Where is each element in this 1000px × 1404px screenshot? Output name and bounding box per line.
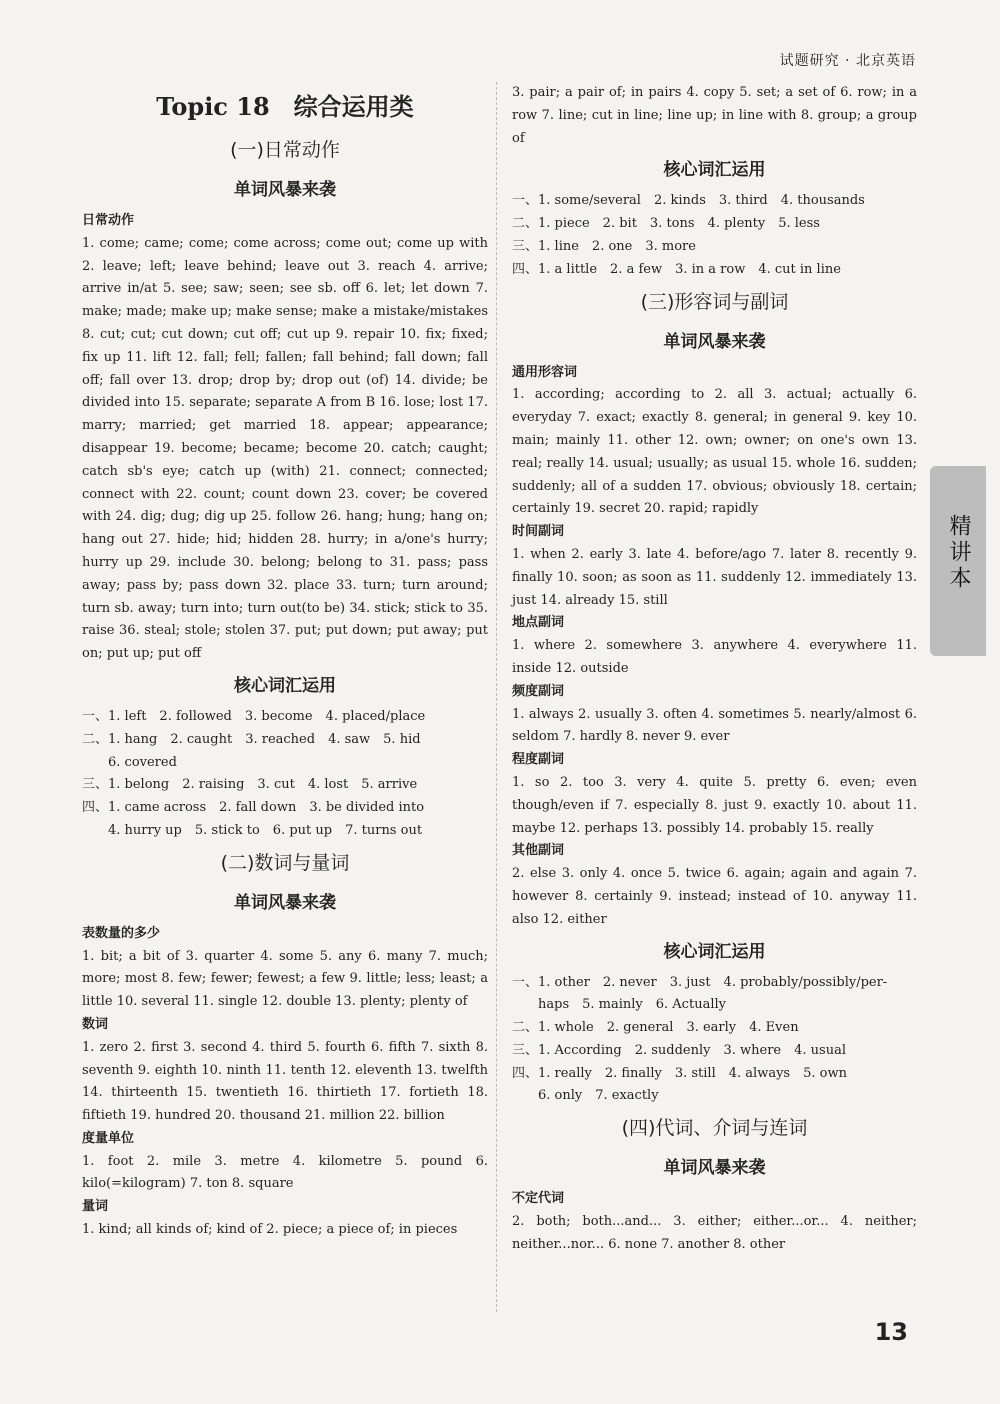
category-label: 度量单位 [82,1130,135,1146]
category-label: 通用形容词 [512,364,578,380]
answer-paragraph: 1. when 2. early 3. late 4. before/ago 7. later 8. recently 9. finally 10. soon; as soon as 11. suddenly 12. immediately 13. just 14. already 15. still [512,546,917,608]
right-column [512,82,917,1257]
answer-line: 一、1. some/several 2. kinds 3. third 4. thousands [512,193,865,209]
answer-paragraph: 1. come; came; come; come across; come out; come up with 2. leave; left; leave behind; leave out 3. reach 4. arrive; arrive in/at 5. see; saw; seen; see sb. off 6. let; let down 7. make; made; make up; make sense; make a mistake/mistakes 8. cut; cut; cut down; cut off; cut up 9. repair 10. fix; fixed; fix up 11. lift 12. fall; fell; fallen; fall behind; fall down; fall off; fall over 13. drop; drop by; drop out (of) 14. divide; be divided into 15. separate; separate A from B 16. lose; lost 17. marry; married; get married 18. appear; appearance; disappear 19. become; became; become 20. catch; caught; catch sb's eye; catch up (with) 21. connect; connected; connect with 22. count; count down 23. cover; be covered with 24. dig; dug; dig up 25. follow 26. hang; hung; hang on; hang out 27. hide; hid; hidden 28. hurry; in a/one's hurry; hurry up 29. include 30. belong; belong to 31. pass; pass away; pass by; pass down 32. place 33. turn; turn around; turn sb. away; turn into; turn out(to be) 34. stick; stick to 35. raise 36. steal; stole; stolen 37. put; put down; put away; put on; put up; put off [82,235,488,662]
category-label: 数词 [82,1016,109,1032]
core-answers [82,706,488,843]
subheading-word-storm: 单词风暴来袭 [234,892,336,913]
answer-line: 三、1. line 2. one 3. more [512,238,696,254]
subheading-core-vocab: 核心词汇运用 [234,675,336,696]
category-label: 地点副词 [512,615,565,631]
answer-paragraph: 1. zero 2. first 3. second 4. third 5. fourth 6. fifth 7. sixth 8. seventh 9. eighth 10. ninth 11. tenth 12. eleventh 13. twelfth 14. thirteenth 15. twentieth 16. thirtieth 17. fortieth 18. fiftieth 19. hundred 20. thousand 21. million 22. billion [82,1039,488,1124]
answer-line: 二、1. whole 2. general 3. early 4. Even [512,1020,799,1036]
answer-line: 二、1. hang 2. caught 3. reached 4. saw 5. hid [82,731,421,747]
answer-line: 4. hurry up 5. stick to 6. put up 7. turns out [82,822,423,838]
subheading-word-storm: 单词风暴来袭 [234,180,336,200]
answer-line: 三、1. According 2. suddenly 3. where 4. usual [512,1042,846,1058]
subheading-word-storm: 单词风暴来袭 [663,331,766,352]
category-label: 日常动作 [82,213,135,228]
side-tab-label: 精讲本 [946,514,971,592]
answer-paragraph: 3. pair; a pair of; in pairs 4. copy 5. set; a set of 6. row; in a row 7. line; cut in line; line up; in line with 8. group; a group of [512,85,917,146]
answer-line: 四、1. a little 2. a few 3. in a row 4. cut in line [512,261,841,277]
section-title-adjectives-adverbs: (三)形容词与副词 [640,290,789,313]
answer-line: 一、1. other 2. never 3. just 4. probably/possibly/per- [512,974,888,990]
answer-line: 一、1. left 2. followed 3. become 4. placed/place [82,708,426,724]
answer-paragraph: 1. always 2. usually 3. often 4. sometimes 5. nearly/almost 6. seldom 7. hardly 8. never 9. ever [512,706,917,745]
core-answers [512,972,917,1109]
topic-title: Topic 18 综合运用类 [156,92,414,121]
category-label: 频度副词 [512,683,565,699]
answer-paragraph: 1. according; according to 2. all 3. actual; actually 6. everyday 7. exact; exactly 8. general; in general 9. key 10. main; mainly 11. other 12. own; owner; on one's own 13. real; really 14. usual; usually; as usual 15. whole 16. sudden; suddenly; all of a sudden 17. obvious; obviously 18. certain; certainly 19. secret 20. rapid; rapidly [512,387,917,517]
section-title-numerals: (二)数词与量词 [220,851,350,874]
running-header: 试题研究 · 北京英语 [779,53,916,69]
answer-line: 6. only 7. exactly [512,1088,659,1104]
answer-paragraph: 2. both; both...and... 3. either; either...or... 4. neither; neither...nor... 6. none 7. another 8. other [512,1214,917,1252]
answer-paragraph: 1. kind; all kinds of; kind of 2. piece; a piece of; in pieces [82,1222,458,1238]
subheading-core-vocab: 核心词汇运用 [663,941,766,962]
side-tab [930,466,986,656]
section-title-pronouns: (四)代词、介词与连词 [621,1117,808,1140]
answer-paragraph: 1. foot 2. mile 3. metre 4. kilometre 5. pound 6. kilo(=kilogram) 7. ton 8. square [82,1153,488,1192]
left-column [82,82,488,1242]
answer-line: 二、1. piece 2. bit 3. tons 4. plenty 5. less [512,216,820,232]
column-divider [496,82,497,1312]
category-label: 时间副词 [512,524,565,540]
category-label: 不定代词 [512,1191,565,1207]
answer-paragraph: 1. bit; a bit of 3. quarter 4. some 5. any 6. many 7. much; more; most 8. few; fewer; fewest; a few 9. little; less; least; a little 10. several 11. single 12. double 13. plenty; plenty of [82,948,488,1010]
answer-paragraph: 2. else 3. only 4. once 5. twice 6. again; again and again 7. however 8. certainly 9. instead; instead of 10. anyway 11. also 12. either [512,866,917,927]
category-label: 其他副词 [512,843,565,859]
answer-paragraph: 1. where 2. somewhere 3. anywhere 4. everywhere 11. inside 12. outside [512,638,917,676]
answer-line: 6. covered [82,754,177,770]
category-label: 量词 [82,1199,109,1215]
answer-line: 三、1. belong 2. raising 3. cut 4. lost 5. arrive [82,777,418,793]
subheading-word-storm: 单词风暴来袭 [663,1158,766,1179]
core-answers [512,190,917,281]
answer-paragraph: 1. so 2. too 3. very 4. quite 5. pretty 6. even; even though/even if 7. especially 8. just 9. exactly 10. about 11. maybe 12. perhaps 13. possibly 14. probably 15. really [512,774,917,836]
page-number: 13 [874,1318,908,1346]
answer-line: 四、1. really 2. finally 3. still 4. always 5. own [512,1065,847,1081]
answer-line: 四、1. came across 2. fall down 3. be divided into [82,800,425,816]
category-label: 表数量的多少 [82,925,161,941]
section-title-daily-actions: (一)日常动作 [230,139,340,161]
subheading-core-vocab: 核心词汇运用 [663,160,766,181]
category-label: 程度副词 [512,752,565,768]
answer-line: haps 5. mainly 6. Actually [512,997,726,1013]
